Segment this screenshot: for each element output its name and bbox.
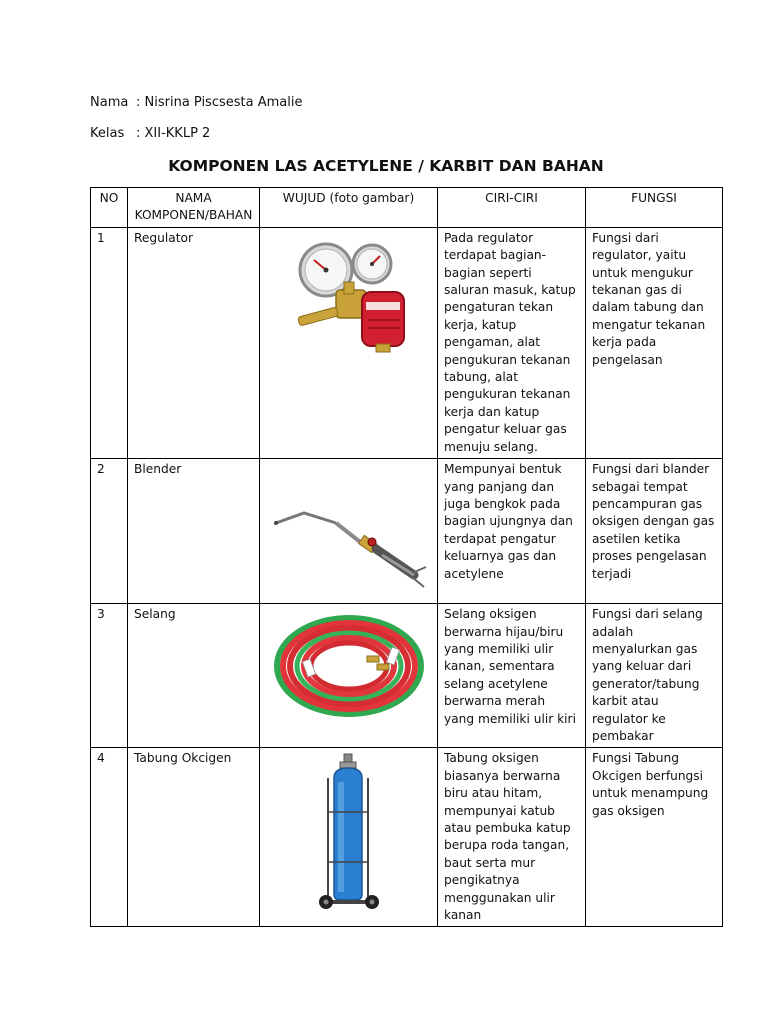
cell-fungsi: Fungsi dari blander sebagai tempat pencampuran gas oksigen dengan gas asetilen ketika proses pengelasan terjadi xyxy=(586,459,723,604)
regulator-icon xyxy=(284,232,414,360)
nama-value: : Nisrina Piscsesta Amalie xyxy=(136,95,303,110)
table-row xyxy=(91,227,723,458)
cell-no: 2 xyxy=(91,459,128,604)
col-header-nama: NAMA KOMPONEN/BAHAN xyxy=(128,188,260,228)
col-header-ciri: CIRI-CIRI xyxy=(438,188,586,228)
col-header-fungsi: FUNGSI xyxy=(586,188,723,228)
kelas-label: Kelas xyxy=(90,126,125,141)
cell-wujud xyxy=(260,227,438,458)
cell-ciri: Mempunyai bentuk yang panjang dan juga bengkok pada bagian ujungnya dan terdapat pengatur keluarnya gas dan acetylene xyxy=(438,459,586,604)
kelas-line xyxy=(90,126,210,141)
cell-ciri: Pada regulator terdapat bagian-bagian seperti saluran masuk, katup pengaturan tekan kerja, katup pengaman, alat pengukuran tekanan tabung, alat pengukuran tekanan kerja dan katup pengatur keluar gas menuju selang. xyxy=(438,227,586,458)
cell-no: 4 xyxy=(91,748,128,927)
cell-fungsi: Fungsi dari selang adalah menyalurkan gas yang keluar dari generator/tabung karbit atau regulator ke pembakar xyxy=(586,604,723,748)
col-header-no: NO xyxy=(91,188,128,228)
kelas-value: : XII-KKLP 2 xyxy=(136,126,211,141)
cell-nama: Selang xyxy=(128,604,260,748)
cell-nama: Blender xyxy=(128,459,260,604)
cell-nama: Regulator xyxy=(128,227,260,458)
cell-wujud xyxy=(260,459,438,604)
document-title: KOMPONEN LAS ACETYLENE / KARBIT DAN BAHAN xyxy=(168,157,604,175)
nama-label: Nama xyxy=(90,95,129,110)
components-table xyxy=(90,187,723,927)
cell-ciri: Selang oksigen berwarna hijau/biru yang memiliki ulir kanan, sementara selang acetylene berwarna merah yang memiliki ulir kiri xyxy=(438,604,586,748)
cell-ciri: Tabung oksigen biasanya berwarna biru atau hitam, mempunyai katub atau pembuka katup berupa roda tangan, baut serta mur pengikatnya menggunakan ulir kanan xyxy=(438,748,586,927)
cell-no: 3 xyxy=(91,604,128,748)
cell-wujud xyxy=(260,604,438,748)
col-header-wujud: WUJUD (foto gambar) xyxy=(260,188,438,228)
cell-wujud xyxy=(260,748,438,927)
cell-nama: Tabung Okcigen xyxy=(128,748,260,927)
table-row xyxy=(91,459,723,604)
welding-torch-icon xyxy=(264,463,434,593)
cell-no: 1 xyxy=(91,227,128,458)
nama-line xyxy=(90,95,303,110)
cell-fungsi: Fungsi dari regulator, yaitu untuk mengukur tekanan gas di dalam tabung dan mengatur tekanan kerja pada pengelasan xyxy=(586,227,723,458)
table-row xyxy=(91,748,723,927)
hose-coil-icon xyxy=(271,608,427,724)
oxygen-cylinder-icon xyxy=(314,752,384,912)
table-row xyxy=(91,604,723,748)
cell-fungsi: Fungsi Tabung Okcigen berfungsi untuk menampung gas oksigen xyxy=(586,748,723,927)
table-header-row xyxy=(91,188,723,228)
